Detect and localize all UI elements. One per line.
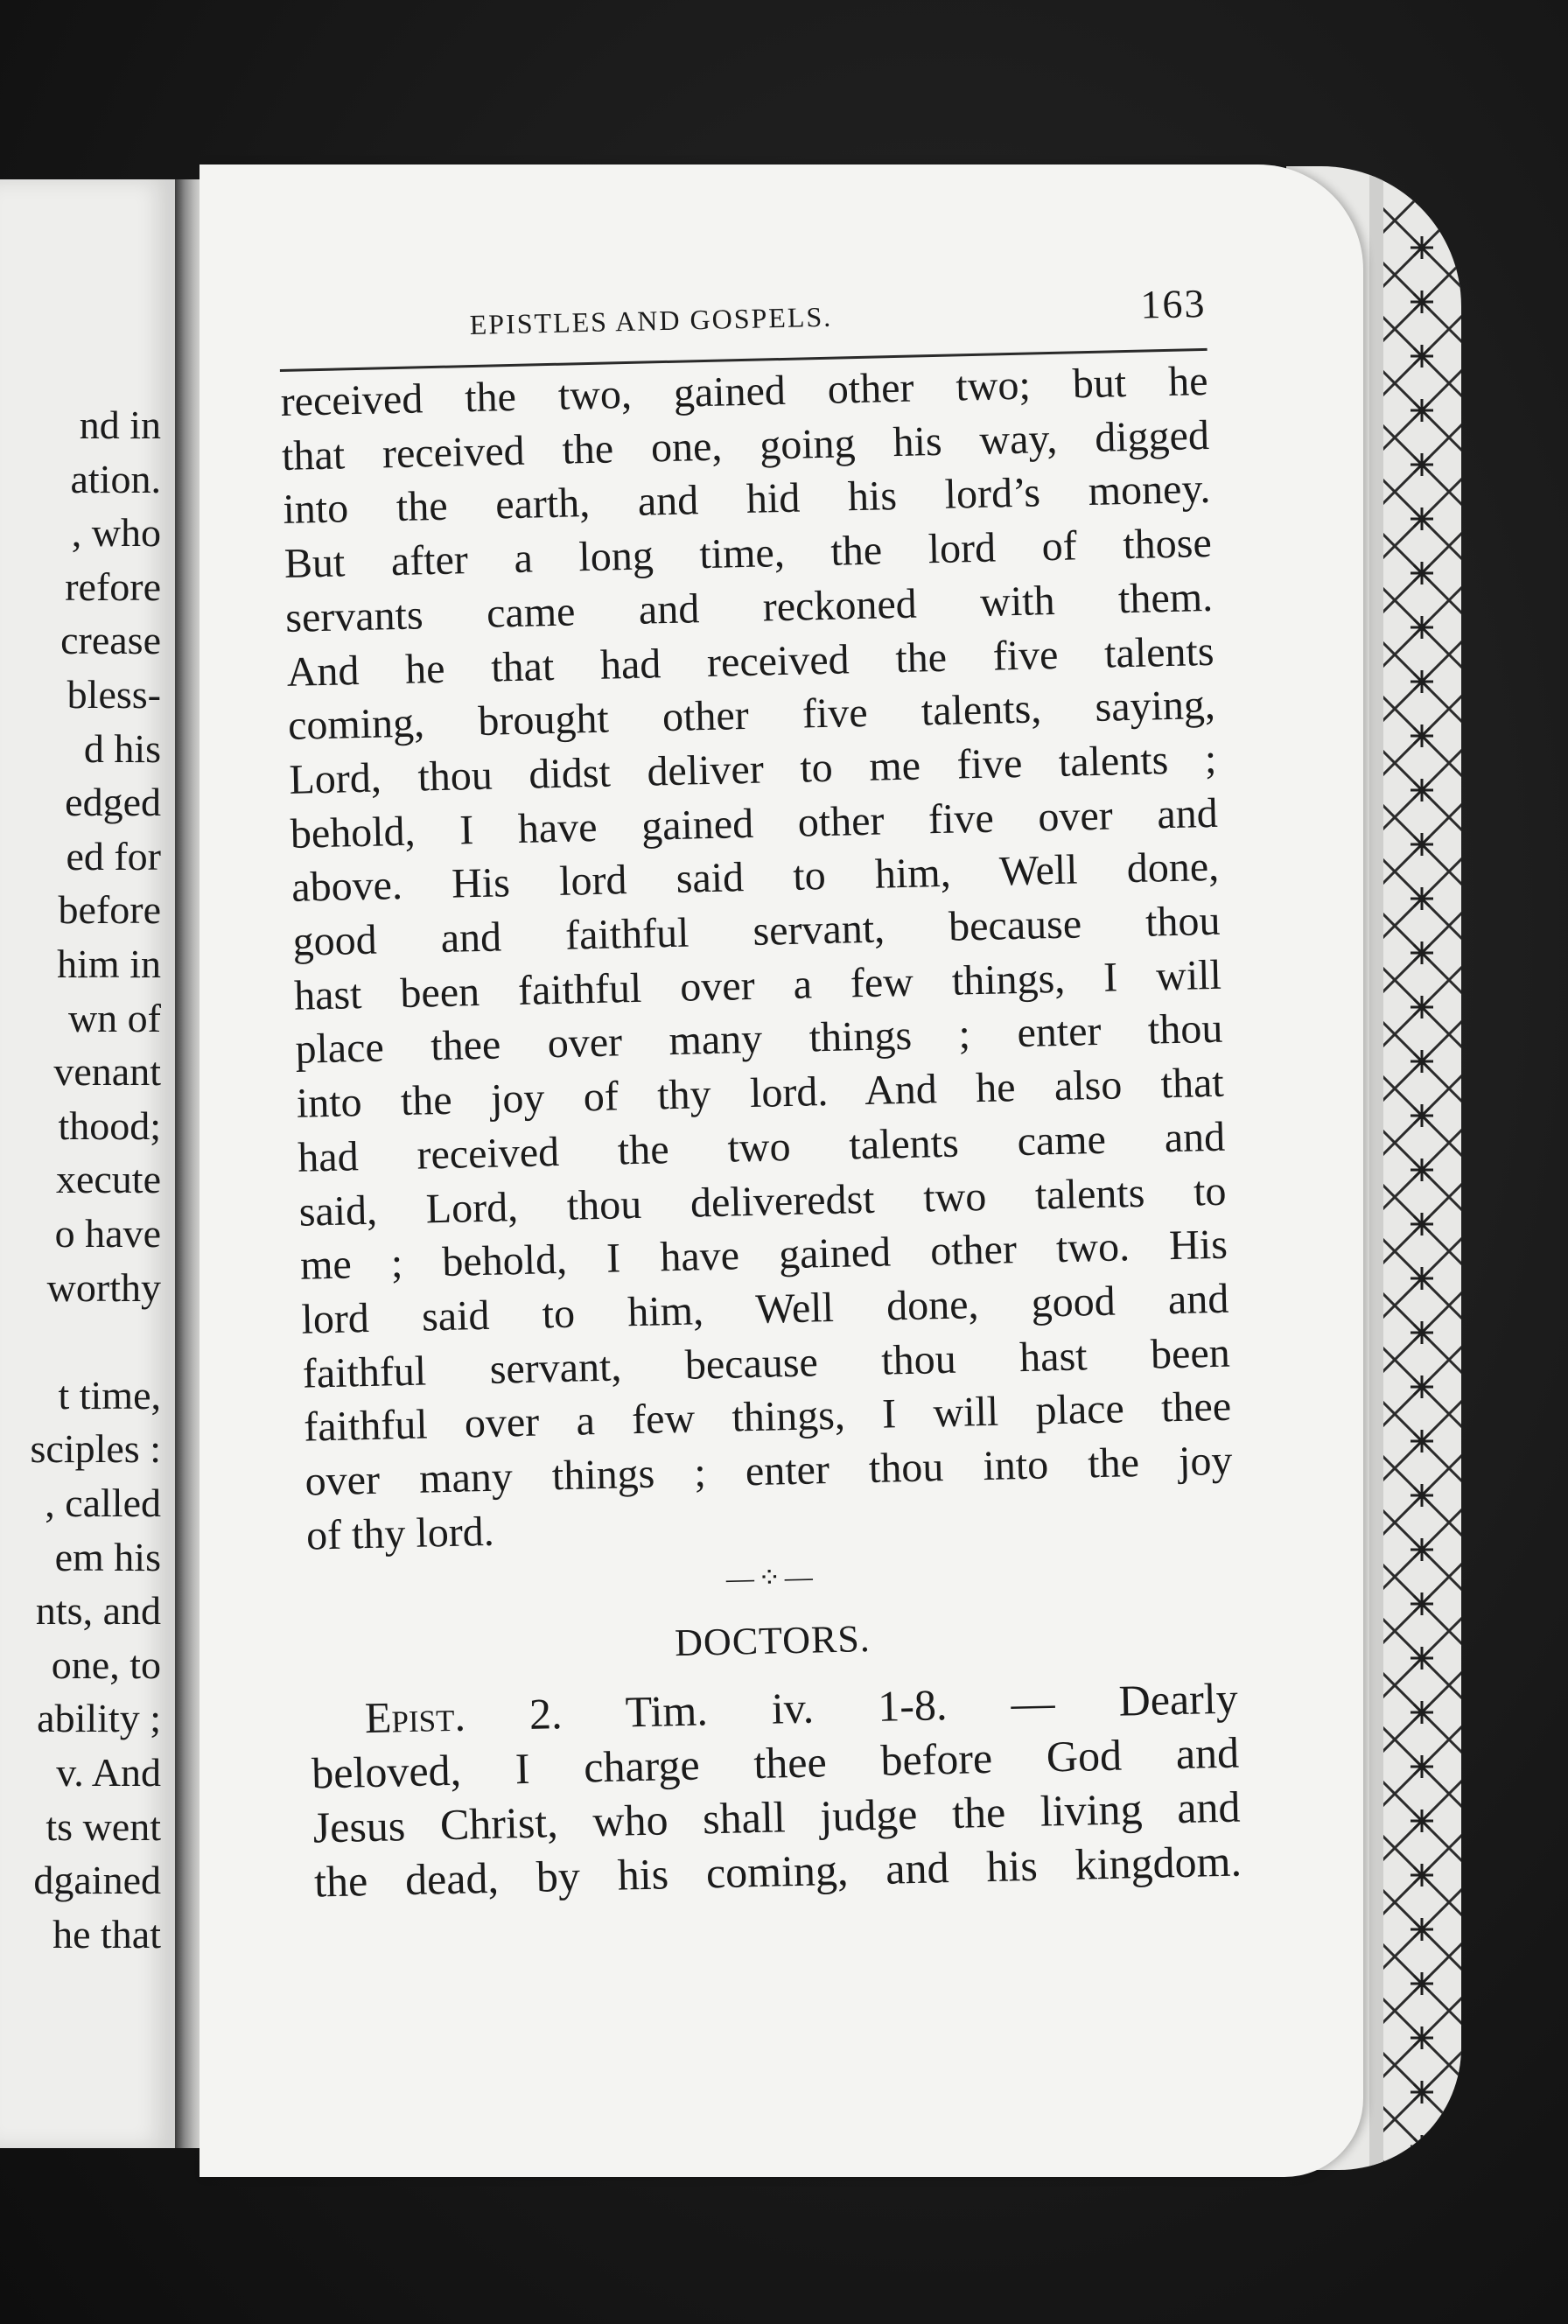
previous-page-line: ation. [70,456,161,501]
previous-page-line: bless- [66,672,161,717]
previous-page-line: xecute [55,1157,161,1202]
previous-page-line: ability ; [37,1696,161,1741]
text-line: Lord, thou didst deliver to me five talents ; [288,735,1217,803]
text-line: into the earth, and hid his lord’s money. [282,466,1211,534]
previous-page-line: nts, and [35,1588,161,1634]
previous-page [0,179,179,2148]
previous-page-line: nd in [79,402,161,447]
section-ornament: —⁘— [725,1560,817,1595]
previous-page-line: ed for [66,833,161,878]
text-line: place thee over many things ; enter thou [294,1005,1223,1074]
text-line: And he that had received the five talents [286,627,1215,696]
previous-page-line: crease [60,618,161,663]
previous-page-line: edged [65,780,161,825]
epistle-line: Jesus Christ, who shall judge the living and [312,1782,1242,1852]
text-line: But after a long time, the lord of those [284,519,1213,588]
previous-page-line: , called [45,1480,161,1525]
text-line: into the joy of thy lord. And he also that [296,1059,1225,1127]
text-line: behold, I have gained other five over and [290,789,1219,858]
epistle-label: Epist. [364,1691,466,1743]
epistle-reference: 2. Tim. iv. 1-8. — Dearly [528,1674,1239,1740]
running-title: EPISTLES AND GOSPELS. [469,300,833,341]
previous-page-line: wn of [67,995,161,1040]
previous-page-line: o have [54,1211,161,1256]
text-line: faithful servant, because thou hast been [302,1329,1231,1397]
page-content [278,276,1242,1909]
text-line: faithful over a few things, I will place thee [303,1382,1232,1452]
previous-page-line: venant [53,1049,161,1095]
previous-page-line: before [58,887,161,933]
epistle-line: the dead, by his coming, and his kingdom. [313,1836,1242,1907]
text-line: servants came and reckoned with them. [284,573,1214,641]
body-text [280,354,1235,1563]
previous-page-line: one, to [51,1642,161,1687]
previous-page-line: thood; [58,1102,161,1148]
page-number: 163 [1139,280,1207,327]
text-line: of thy lord. [305,1508,495,1559]
previous-page-line: dgained [33,1858,161,1903]
text-line: me ; behold, I have gained other two. His [299,1221,1228,1289]
previous-page-line: ts went [46,1803,161,1849]
previous-page-line: d his [83,725,161,771]
previous-page-line: v. And [56,1750,161,1795]
previous-page-line: refore [65,564,161,609]
book-gutter [175,179,200,2148]
text-line: said, Lord, thou deliveredst two talents to [298,1167,1228,1236]
epistle-line: beloved, I charge thee before God and [311,1727,1240,1798]
previous-page-line: him in [57,942,161,986]
text-line: received the two, gained other two; but he [280,357,1209,425]
text-line: that received the one, going his way, digged [281,411,1210,480]
previous-page-line: he that [52,1911,161,1956]
text-line: hast been faithful over a few things, I will [293,951,1222,1019]
previous-page-line: em his [54,1534,161,1579]
text-line: over many things ; enter thou into the joy [304,1437,1234,1505]
previous-page-line: worthy [46,1264,161,1310]
previous-page-line: , who [71,510,161,556]
text-line: above. His lord said to him, Well done, [290,844,1220,912]
text-line: had received the two talents came and [297,1113,1226,1181]
epistle-paragraph [310,1672,1242,1909]
previous-page-line: sciples : [30,1426,161,1472]
section-heading: DOCTORS. [674,1617,872,1665]
text-line: coming, brought other five talents, saying, [287,682,1216,750]
text-line: lord said to him, Well done, good and [300,1275,1229,1343]
previous-page-line: t time, [58,1372,161,1418]
text-line: good and faithful servant, because thou [292,897,1222,965]
